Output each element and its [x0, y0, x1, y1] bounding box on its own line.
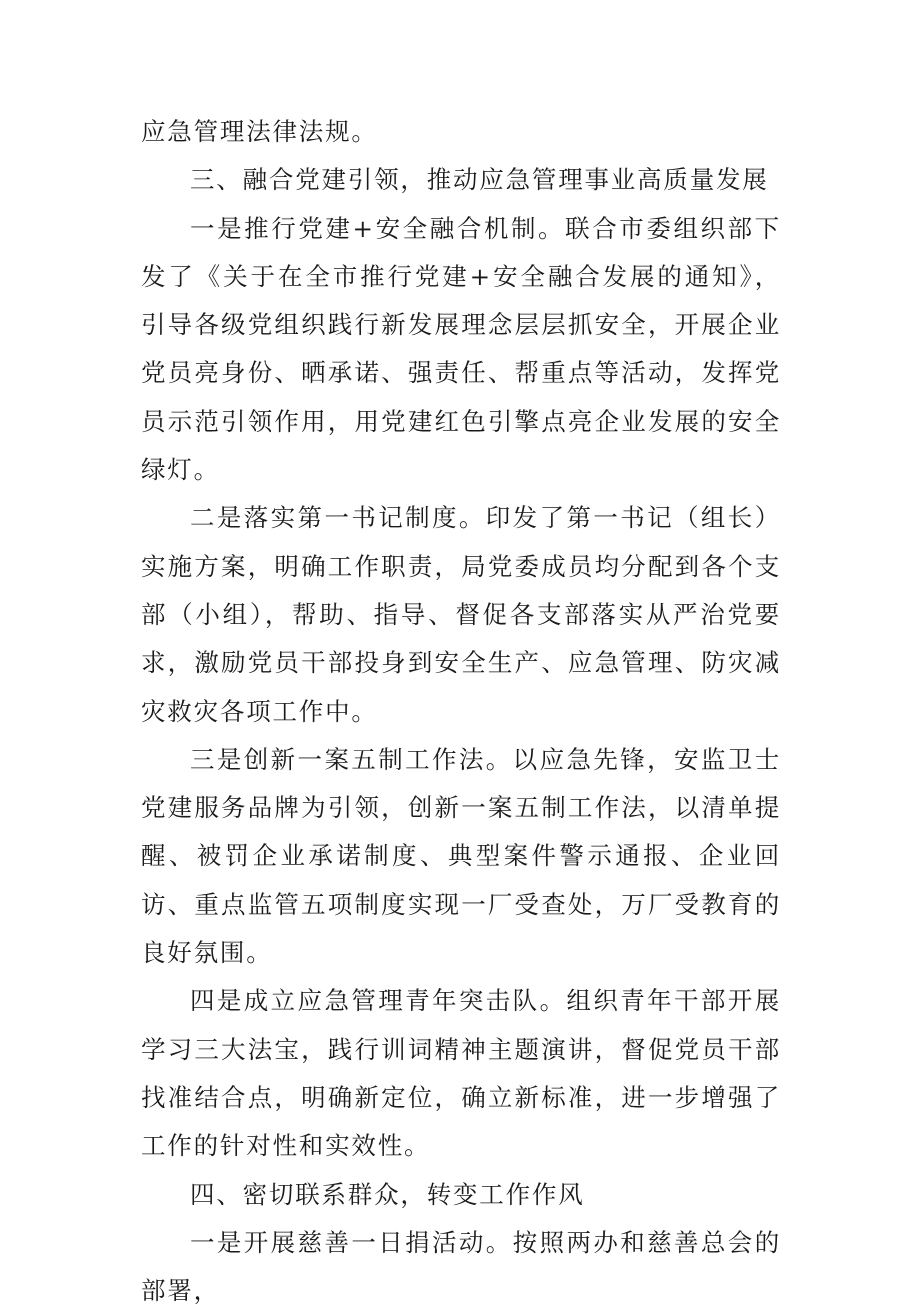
section-heading-3: 三、融合党建引领，推动应急管理事业高质量发展	[190, 165, 769, 195]
paragraph-charity-day: 一是开展慈善一日捐活动。按照两办和慈善总会的部署，	[141, 1227, 781, 1306]
document-body	[141, 108, 781, 1315]
paragraph-party-safety-mechanism: 一是推行党建+安全融合机制。联合市委组织部下发了《关于在全市推行党建+安全融合发展的通知》，引导各级党组织践行新发展理念层层抓安全，开展企业党员亮身份、晒承诺、强责任、帮重点等活动，发挥党员示范引领作用，用党建红色引擎点亮企业发展的安全绿灯。	[141, 213, 781, 485]
paragraph-continuation: 应急管理法律法规。	[141, 117, 378, 146]
paragraph-first-secretary: 二是落实第一书记制度。印发了第一书记（组长）实施方案，明确工作职责，局党委成员均分配到各个支部（小组），帮助、指导、督促各支部落实从严治党要求，激励党员干部投身到安全生产、应急管理、防灾减灾救灾各项工作中。	[141, 503, 781, 726]
section-heading-4: 四、密切联系群众，转变工作作风	[190, 1179, 585, 1209]
paragraph-one-case-five-systems: 三是创新一案五制工作法。以应急先锋，安监卫士党建服务品牌为引领，创新一案五制工作法，以清单提醒、被罚企业承诺制度、典型案件警示通报、企业回访、重点监管五项制度实现一厂受查处，万厂受教育的良好氛围。	[141, 744, 781, 968]
paragraph-youth-commando: 四是成立应急管理青年突击队。组织青年干部开展学习三大法宝，践行训词精神主题演讲，督促党员干部找准结合点，明确新定位，确立新标准，进一步增强了工作的针对性和实效性。	[141, 986, 781, 1161]
